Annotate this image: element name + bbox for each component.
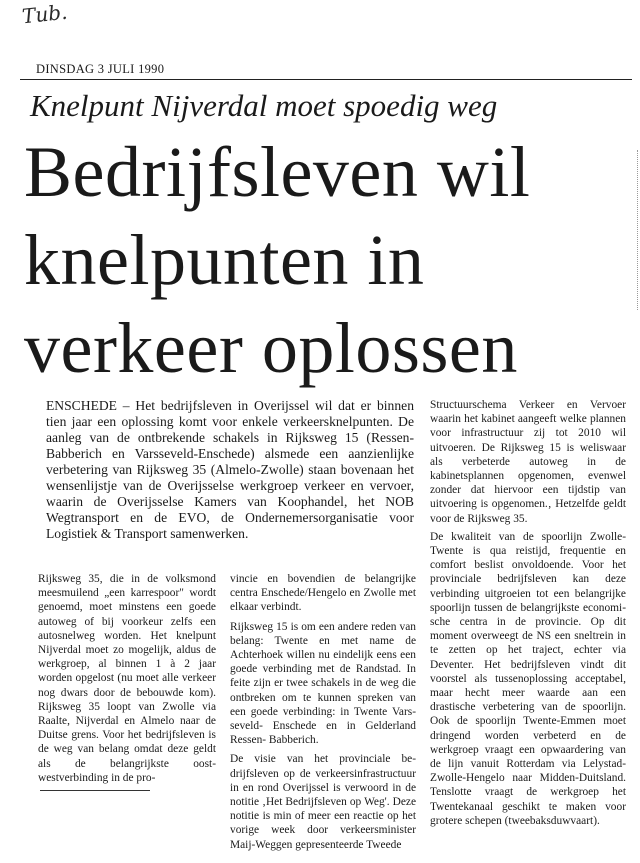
body-column-1 [38,572,216,785]
body-column-2 [230,572,416,852]
paragraph: vincie en bovendien de belangrijke centra Enschede/Hengelo en Zwolle met elkaar verbindt. [230,573,416,614]
lead-paragraph: ENSCHEDE – Het bedrijfsleven in Overijssel wil dat er binnen tien jaar een oplossing komt voor enkele verkeersknelpunten. De aanleg van de ontbrekende schakels in Rijksweg 15 (Ressen-Babberich en Varsseveld-Enschede) alsmede een aanzienlijke verbetering van Rijksweg 35 (Almelo-Zwolle) staan bovenaan het wensenlijstje van de Overijsselse werkgroep verkeer en vervoer, waarin de Overijsselse Kamers van Koophandel, het NOB Wegtransport en de EVO, de Ondernemersorganisatie voor Logistiek & Transport samenwerken. [46,398,414,541]
header-rule [20,79,632,80]
paragraph: De visie van het provinciale bedrijfsleven op de verkeersinfrastructuur in en rond Overijssel is verwoord in de notitie ‚Het Bedrijfsleven op Weg'. Deze notitie is min of meer een reactie op het vorige week door verkeersminister Maij-Weggen gepresenteerde Tweede [230,753,416,851]
paragraph: Rijksweg 35, die in de volksmond meesmuilend „een karrespoor" wordt genoemd, moet minstens een goede autoweg of bij voorkeur zelfs een autosnelweg worden. Het knelpunt Nijverdal moet zo mogelijk, aldus de werkgroep, al binnen 1 à 2 jaar worden opgelost (nu moet alle verkeer nog dwars door de bebouwde kom). Rijksweg 35 loopt van Zwolle via Raalte, Nijverdal en Almelo naar de Duitse grens. Voor het bedrijfsleven is de weg van belang omdat deze geldt als de belangrijkste oost-westverbinding in de pro- [38,573,216,784]
paragraph: Structuurschema Verkeer en Vervoer waarin het kabinet aangeeft welke plannen voor infrastructuur zij tot 2010 wil uitvoeren. De Rijksweg 15 is weliswaar als verbeterde autoweg in de kabinetsplannen opgenomen, evenwel zonder dat hiervoor een tijdstip van uitvoering is opgenomen.‚ Hetzelfde geldt voor de Rijksweg 35. [430,399,626,525]
handwritten-annotation: Tub. [20,0,69,29]
main-headline [24,128,638,392]
column-end-rule [40,790,150,791]
paragraph: Rijksweg 15 is om een andere reden van belang: Twente en met name de Achterhoek willen nu eindelijk eens een goede verbinding met de Randstad. In feite zijn er twee schakels in de weg die ontbreken om te kunnen spreken van een goede verbinding: in Twente Varsseveld- Enschede en in Gelderland Ressen- Babberich. [230,620,416,747]
headline-line-2: knelpunten in [24,220,425,300]
headline-line-1: Bedrijfsleven wil [24,132,531,212]
headline-line-3: verkeer oplossen [24,308,518,388]
paragraph: De kwaliteit van de spoorlijn Zwolle-Twente is qua reistijd, frequentie en comfort beslist onvoldoende. Voor het provinciale bedrijfsleven kan deze verbinding uitgroeien tot een belangrijke spoorlijn tussen de belangrijkste economische centra in de provincie. Op dit moment overweegt de NS een sneltrein in te zetten op het traject, echter via Deventer. Het bedrijfsleven vindt dit voorstel als tussenoplossing acceptabel, maar hecht meer waarde aan een drastische verbetering van de spoorlijn. Ook de spoorlijn Twente-Emmen moet dringend worden verbeterd en de werkgroep vraagt een opwaardering van de lijn vanuit Rotterdam via Lelystad-Zwolle-Hengelo naar Midden-Duitsland. Tenslotte vraagt de werkgroep het Twentekanaal geschikt te maken voor grotere schepen (tweebaksduwvaart). [430,530,626,827]
kicker-headline: Knelpunt Nijverdal moet spoedig weg [30,88,498,123]
scan-edge-mark [635,150,638,310]
dateline: DINSDAG 3 JULI 1990 [36,62,165,76]
body-column-3 [430,398,626,828]
